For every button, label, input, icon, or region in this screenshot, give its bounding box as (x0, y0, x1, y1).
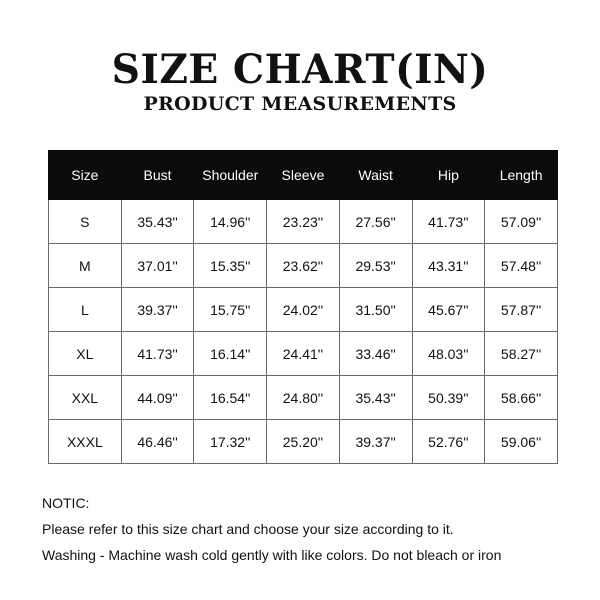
size-chart-table (48, 150, 558, 464)
table-cell-sleeve: 23.62'' (267, 244, 340, 288)
table-cell-hip: 45.67'' (412, 288, 485, 332)
table-cell-shoulder: 17.32'' (194, 420, 267, 464)
column-header-shoulder: Shoulder (194, 151, 267, 200)
notes-section (42, 490, 501, 568)
table-row (49, 420, 558, 464)
notes-line-washing: Washing - Machine wash cold gently with like colors. Do not bleach or iron (42, 547, 502, 563)
table-cell-bust: 35.43'' (121, 200, 194, 244)
column-header-waist: Waist (339, 151, 412, 200)
table-cell-shoulder: 14.96'' (194, 200, 267, 244)
table-cell-waist: 27.56'' (339, 200, 412, 244)
column-header-bust: Bust (121, 151, 194, 200)
table-cell-size: XXL (49, 376, 122, 420)
table-cell-length: 57.87'' (485, 288, 558, 332)
table-cell-bust: 39.37'' (121, 288, 194, 332)
table-cell-shoulder: 16.14'' (194, 332, 267, 376)
table-cell-bust: 46.46'' (121, 420, 194, 464)
table-cell-hip: 50.39'' (412, 376, 485, 420)
table-header-row (49, 151, 558, 200)
table-cell-size: L (49, 288, 122, 332)
table-cell-bust: 37.01'' (121, 244, 194, 288)
column-header-sleeve: Sleeve (267, 151, 340, 200)
table-cell-hip: 48.03'' (412, 332, 485, 376)
table-row (49, 288, 558, 332)
table-cell-sleeve: 24.80'' (267, 376, 340, 420)
table-cell-size: S (49, 200, 122, 244)
table-body (49, 200, 558, 464)
table-cell-length: 59.06'' (485, 420, 558, 464)
table-row (49, 200, 558, 244)
table-cell-waist: 33.46'' (339, 332, 412, 376)
table-cell-bust: 41.73'' (121, 332, 194, 376)
table-cell-sleeve: 24.41'' (267, 332, 340, 376)
table-cell-size: M (49, 244, 122, 288)
table-cell-size: XL (49, 332, 122, 376)
column-header-length: Length (485, 151, 558, 200)
table-cell-length: 57.09'' (485, 200, 558, 244)
table-cell-shoulder: 15.35'' (194, 244, 267, 288)
column-header-size: Size (49, 151, 122, 200)
table-cell-bust: 44.09'' (121, 376, 194, 420)
column-header-hip: Hip (412, 151, 485, 200)
table-cell-shoulder: 16.54'' (194, 376, 267, 420)
table-cell-waist: 39.37'' (339, 420, 412, 464)
table-cell-length: 58.27'' (485, 332, 558, 376)
table-cell-size: XXXL (49, 420, 122, 464)
table-cell-sleeve: 24.02'' (267, 288, 340, 332)
table-cell-waist: 29.53'' (339, 244, 412, 288)
page-title: SIZE CHART(IN) (111, 46, 489, 93)
table-cell-hip: 41.73'' (412, 200, 485, 244)
table-cell-sleeve: 23.23'' (267, 200, 340, 244)
table-row (49, 376, 558, 420)
table-cell-length: 58.66'' (485, 376, 558, 420)
table-cell-hip: 52.76'' (412, 420, 485, 464)
table-cell-waist: 31.50'' (339, 288, 412, 332)
table-cell-shoulder: 15.75'' (194, 288, 267, 332)
table-row (49, 332, 558, 376)
table-cell-hip: 43.31'' (412, 244, 485, 288)
table-cell-waist: 35.43'' (339, 376, 412, 420)
notes-line-size-advice: Please refer to this size chart and choose your size according to it. (42, 521, 454, 537)
table-row (49, 244, 558, 288)
table-cell-length: 57.48'' (485, 244, 558, 288)
page-subtitle: PRODUCT MEASUREMENTS (143, 93, 457, 115)
notes-heading: NOTIC: (42, 495, 90, 511)
table-cell-sleeve: 25.20'' (267, 420, 340, 464)
